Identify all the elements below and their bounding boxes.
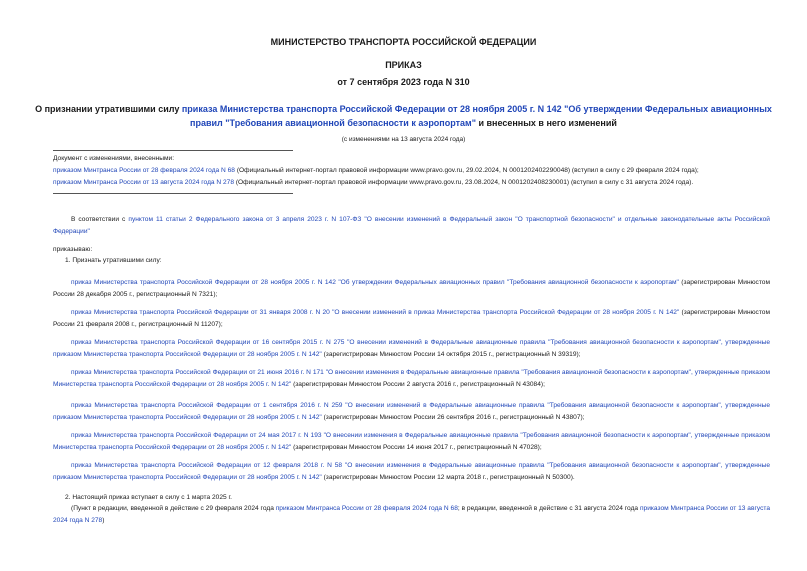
note-link[interactable]: приказом Минтранса России от 13 августа 2024 года N 278 xyxy=(53,505,771,524)
document-title xyxy=(20,102,787,130)
repealed-link[interactable]: приказ Министерства транспорта Российской Федерации от 24 мая 2017 г. N 193 "О внесении изменения в Федеральные авиационные правила "Требования авиационной безопасности к аэропортам", утвержденные приказом Министерства транспорта Российской Федерации от 28 ноября 2005 г. N 142" xyxy=(53,432,770,451)
repealed-item xyxy=(53,460,770,483)
date-number-heading: от 7 сентября 2023 года N 310 xyxy=(337,77,470,87)
repealed-text: (зарегистрирован Минюстом России 14 октября 2015 г., регистрационный N 39319); xyxy=(321,350,581,358)
point-1: 1. Признать утратившими силу: xyxy=(65,257,162,264)
note-text: ; в редакции, введенной в действие с 31 августа 2024 года xyxy=(457,505,640,512)
repealed-link[interactable]: приказ Министерства транспорта Российской Федерации от 31 января 2008 г. N 20 "О внесении изменений в приказ Министерства транспорта Российской Федерации от 28 ноября 2005 г. N 142" xyxy=(71,309,680,316)
repealed-item xyxy=(53,430,770,453)
point-2-note xyxy=(53,503,770,526)
repealed-text: (зарегистрирован Минюстом России 14 июня 2017 г., регистрационный N 47028); xyxy=(291,443,542,451)
divider-bottom xyxy=(53,193,293,194)
repealed-text: (зарегистрирован Минюстом России 26 сентября 2016 г., регистрационный N 43807); xyxy=(321,413,585,421)
title-suffix: и внесенных в него изменений xyxy=(475,118,617,128)
repealed-link[interactable]: приказ Министерства транспорта Российской Федерации от 16 сентября 2015 г. N 275 "О внесении изменений в Федеральные авиационные правила "Требования авиационной безопасности к аэропортам", утвержденные приказом Министерства транспорта Российской Федерации от 28 ноября 2005 г. N 142" xyxy=(53,339,770,358)
order-word: приказываю: xyxy=(53,246,93,253)
repealed-item xyxy=(53,337,770,360)
change-item xyxy=(53,177,783,189)
change-link[interactable]: приказом Минтранса России от 28 февраля 2024 года N 68 xyxy=(53,167,235,174)
repealed-link[interactable]: приказ Министерства транспорта Российской Федерации от 21 июня 2016 г. N 171 "О внесении изменения в Федеральные авиационные правила "Требования авиационной безопасности к аэропортам", утвержденные приказом Министерства транспорта Российской Федерации от 28 ноября 2005 г. N 142" xyxy=(53,369,770,388)
repealed-text: (зарегистрирован Минюстом России 2 августа 2016 г., регистрационный N 43084); xyxy=(291,380,545,388)
title-prefix: О признании утратившими силу xyxy=(35,104,182,114)
point-2: 2. Настоящий приказ вступает в силу с 1 марта 2025 г. xyxy=(65,494,232,501)
repealed-item xyxy=(53,400,770,423)
edition-note: (с изменениями на 13 августа 2024 года) xyxy=(341,136,466,143)
repealed-text: (зарегистрирован Минюстом России 28 декабря 2005 г., регистрационный N 7321); xyxy=(53,279,770,298)
ministry-heading: МИНИСТЕРСТВО ТРАНСПОРТА РОССИЙСКОЙ ФЕДЕРАЦИИ xyxy=(270,37,537,47)
change-text: (Официальный интернет-портал правовой информации www.pravo.gov.ru, 23.08.2024, N 0001202408230001) (вступил в силу с 31 августа 2024 года). xyxy=(234,179,694,186)
note-text: (Пункт в редакции, введенной в действие с 29 февраля 2024 года xyxy=(71,505,276,512)
repealed-link[interactable]: приказ Министерства транспорта Российской Федерации от 1 сентября 2016 г. N 259 "О внесении изменений в Федеральные авиационные правила "Требования авиационной безопасности к аэропортам", утвержденные приказом Министерства транспорта Российской Федерации от 28 ноября 2005 г. N 142" xyxy=(53,402,770,421)
note-text: ) xyxy=(102,516,105,524)
change-text: (Официальный интернет-портал правовой информации www.pravo.gov.ru, 29.02.2024, N 0001202402290048) (вступил в силу с 29 февраля 2024 года); xyxy=(234,167,699,174)
change-link[interactable]: приказом Минтранса России от 13 августа 2024 года N 278 xyxy=(53,179,235,186)
repealed-text: (зарегистрирован Минюстом России 21 февраля 2008 г., регистрационный N 11207); xyxy=(53,309,770,328)
note-link[interactable]: приказом Минтранса России от 28 февраля 2024 года N 68 xyxy=(275,505,458,512)
preamble-link[interactable]: пунктом 11 статьи 2 Федерального закона от 3 апреля 2023 г. N 107-ФЗ "О внесении изменений в Федеральный закон "О транспортной безопасности" и отдельные законодательные акты Российской Федерации" xyxy=(53,216,770,235)
repealed-link[interactable]: приказ Министерства транспорта Российской Федерации от 28 ноября 2005 г. N 142 "Об утверждении Федеральных авиационных правил "Требования авиационной безопасности к аэропортам" xyxy=(71,279,679,286)
preamble-prefix: В соответствии с xyxy=(71,216,129,223)
preamble xyxy=(53,214,770,237)
repealed-item xyxy=(53,367,770,390)
repealed-text: (зарегистрирован Минюстом России 12 марта 2018 г., регистрационный N 50300). xyxy=(321,473,575,481)
repealed-item xyxy=(53,307,770,330)
title-link[interactable]: приказа Министерства транспорта Российской Федерации от 28 ноября 2005 г. N 142 "Об утверждении Федеральных авиационных правил "Требования авиационной безопасности к аэропортам" xyxy=(181,104,772,128)
change-item xyxy=(53,165,783,177)
repealed-link[interactable]: приказ Министерства транспорта Российской Федерации от 12 февраля 2018 г. N 58 "О внесении изменения в Федеральные авиационные правила "Требования авиационной безопасности к аэропортам", утвержденные приказом Министерства транспорта Российской Федерации от 28 ноября 2005 г. N 142" xyxy=(53,462,770,481)
divider-top xyxy=(53,150,293,151)
changes-heading: Документ с изменениями, внесенными: xyxy=(53,155,175,162)
doc-type-heading: ПРИКАЗ xyxy=(385,60,422,70)
repealed-item xyxy=(53,277,770,300)
